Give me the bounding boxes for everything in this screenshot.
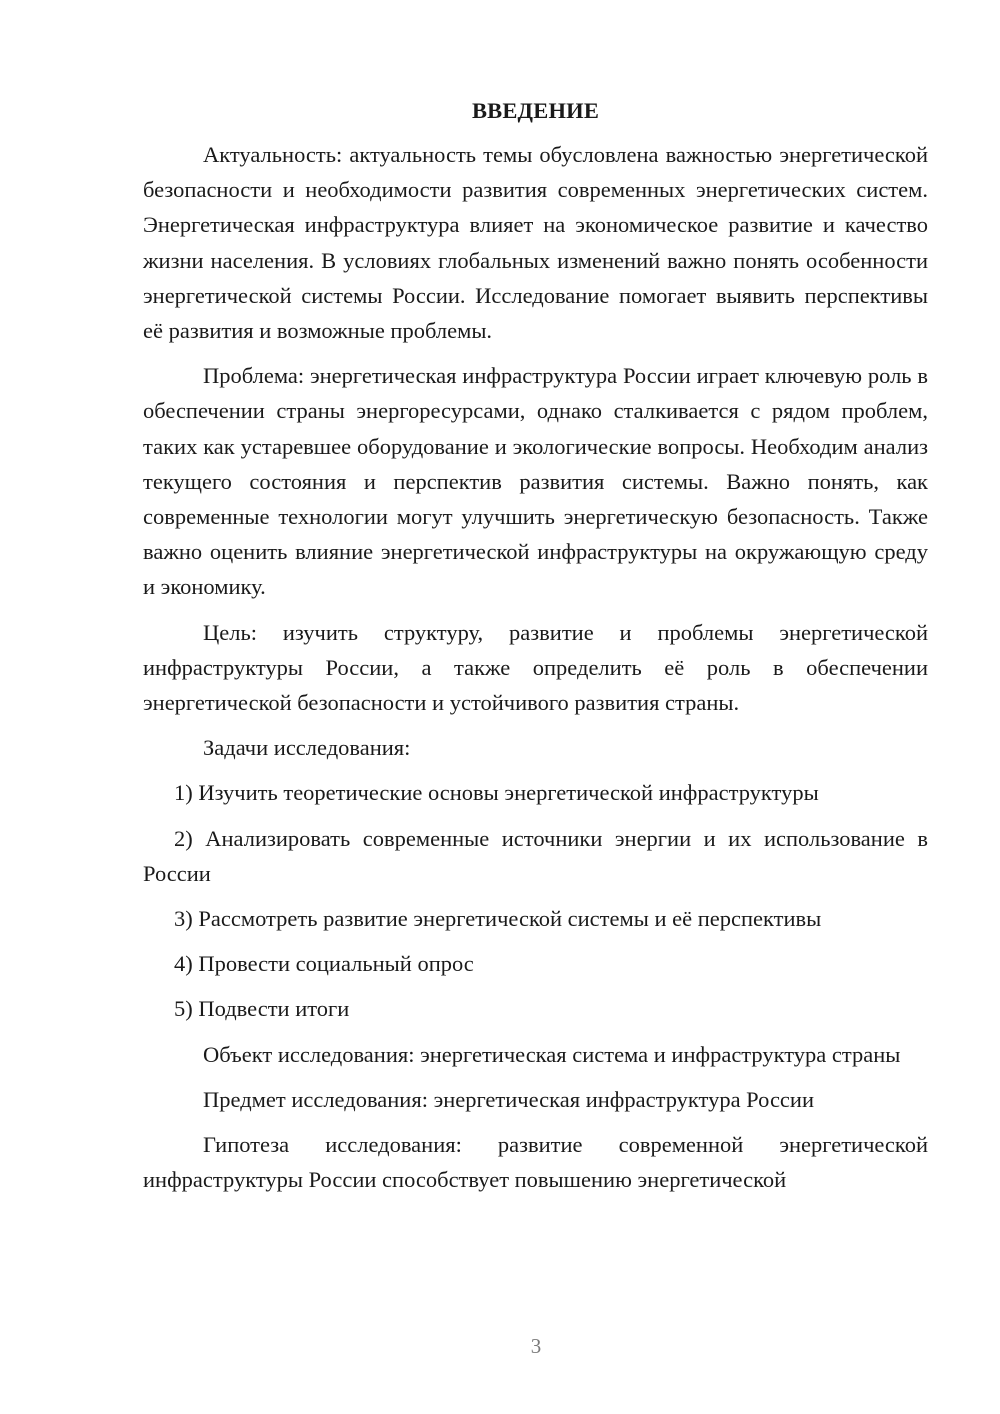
paragraph-relevance: Актуальность: актуальность темы обусловлена важностью энергетической безопасности и необходимости развития современных энергетических систем. Энергетическая инфраструктура влияет на экономическое развитие и качество жизни населения. В условиях глобальных изменений важно понять особенности энергетической системы России. Исследование помогает выявить перспективы её развития и возможные проблемы. [143,142,928,344]
page-content [143,95,928,1197]
task-item-2: 2) Анализировать современные источники энергии и их использование в России [143,825,928,886]
paragraph-object: Объект исследования: энергетическая система и инфраструктура страны [203,1041,901,1067]
tasks-heading: Задачи исследования: [203,735,411,761]
section-heading: ВВЕДЕНИЕ [471,98,600,123]
page-number: 3 [530,1334,542,1358]
task-item-1: 1) Изучить теоретические основы энергетической инфраструктуры [174,780,819,806]
paragraph-hypothesis: Гипотеза исследования: развитие современной энергетической инфраструктуры России способствует повышению энергетической [143,1132,928,1193]
paragraph-goal: Цель: изучить структуру, развитие и проблемы энергетической инфраструктуры России, а также определить её роль в обеспечении энергетической безопасности и устойчивого развития страны. [143,619,928,716]
task-item-4: 4) Провести социальный опрос [174,951,474,977]
paragraph-subject: Предмет исследования: энергетическая инфраструктура России [203,1086,814,1112]
task-item-3: 3) Рассмотреть развитие энергетической системы и её перспективы [174,906,822,932]
task-item-5: 5) Подвести итоги [174,996,350,1022]
paragraph-problem: Проблема: энергетическая инфраструктура России играет ключевую роль в обеспечении страны энергоресурсами, однако сталкивается с рядом проблем, таких как устаревшее оборудование и экологические вопросы. Необходим анализ текущего состояния и перспектив развития системы. Важно понять, как современные технологии могут улучшить энергетическую безопасность. Также важно оценить влияние энергетической инфраструктуры на окружающую среду и экономику. [143,363,928,600]
